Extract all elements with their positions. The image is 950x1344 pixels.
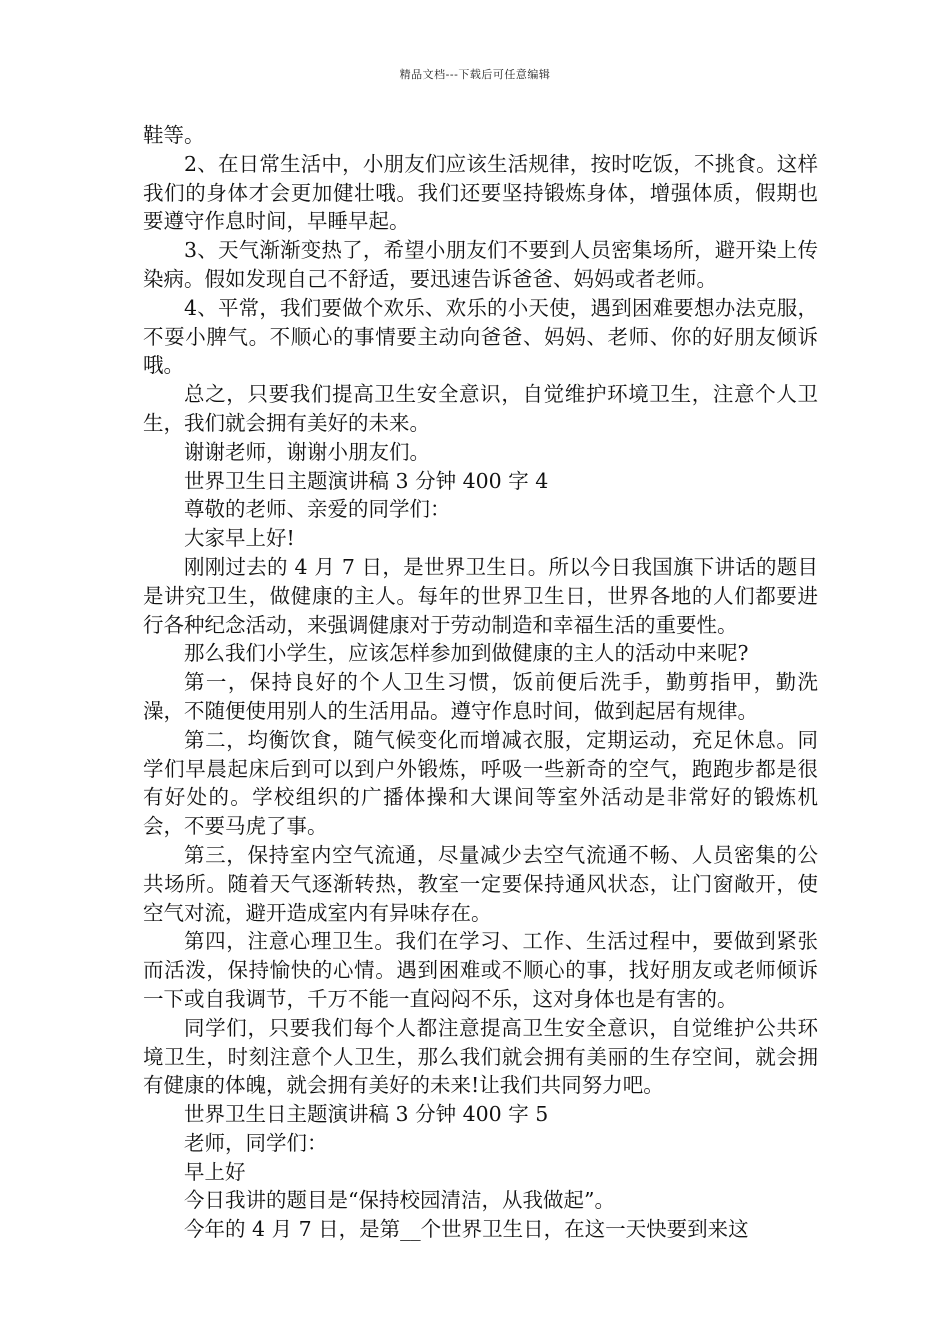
paragraph: 总之，只要我们提高卫生安全意识，自觉维护环境卫生，注意个人卫生，我们就会拥有美好的未来。 bbox=[143, 382, 818, 435]
paragraph: 谢谢老师，谢谢小朋友们。 bbox=[184, 439, 430, 464]
page-header: 精品文档---下载后可任意编辑 bbox=[399, 68, 551, 81]
paragraph: 刚刚过去的 4 月 7 日，是世界卫生日。所以今日我国旗下讲话的题目是讲究卫生，做健康的主人。每年的世界卫生日，世界各地的人们都要进行各种纪念活动，来强调健康对于劳动制造和幸福生活的重要性。 bbox=[143, 554, 818, 637]
paragraph: 今年的 4 月 7 日，是第__个世界卫生日，在这一天快要到来这 bbox=[184, 1217, 749, 1242]
salutation: 尊敬的老师、亲爱的同学们： bbox=[184, 497, 451, 522]
paragraph: 3、天气渐渐变热了，希望小朋友们不要到人员密集场所，避开染上传染病。假如发现自己不舒适，要迅速告诉爸爸、妈妈或者老师。 bbox=[143, 238, 818, 291]
paragraph: 那么我们小学生，应该怎样参加到做健康的主人的活动中来呢? bbox=[184, 641, 749, 666]
greeting: 早上好 bbox=[184, 1159, 246, 1184]
section-heading: 世界卫生日主题演讲稿 3 分钟 400 字 5 bbox=[184, 1102, 549, 1127]
greeting: 大家早上好! bbox=[184, 526, 295, 551]
paragraph: 鞋等。 bbox=[143, 123, 205, 147]
paragraph: 第二，均衡饮食，随气候变化而增减衣服，定期运动，充足休息。同学们早晨起床后到可以到户外锻炼，呼吸一些新奇的空气，跑跑步都是很有好处的。学校组织的广播体操和大课间等室外活动是非常好的锻炼机会，不要马虎了事。 bbox=[143, 727, 818, 839]
paragraph: 第三，保持室内空气流通，尽量减少去空气流通不畅、人员密集的公共场所。随着天气逐渐转热，教室一定要保持通风状态，让门窗敞开，使空气对流，避开造成室内有异味存在。 bbox=[143, 842, 818, 925]
paragraph: 4、平常，我们要做个欢乐、欢乐的小天使，遇到困难要想办法克服，不耍小脾气。不顺心的事情要主动向爸爸、妈妈、老师、你的好朋友倾诉哦。 bbox=[143, 295, 818, 378]
paragraph: 第一，保持良好的个人卫生习惯，饭前便后洗手，勤剪指甲，勤洗澡，不随便使用别人的生活用品。遵守作息时间，做到起居有规律。 bbox=[143, 670, 818, 723]
salutation: 老师，同学们： bbox=[184, 1130, 328, 1155]
paragraph: 今日我讲的题目是“保持校园清洁，从我做起”。 bbox=[184, 1188, 615, 1213]
paragraph: 同学们，只要我们每个人都注意提高卫生安全意识，自觉维护公共环境卫生，时刻注意个人卫生，那么我们就会拥有美丽的生存空间，就会拥有健康的体魄，就会拥有美好的未来!让我们共同努力吧。 bbox=[143, 1015, 818, 1098]
document-body bbox=[143, 121, 818, 1244]
paragraph: 第四，注意心理卫生。我们在学习、工作、生活过程中，要做到紧张而活泼，保持愉快的心情。遇到困难或不顺心的事，找好朋友或老师倾诉一下或自我调节，千万不能一直闷闷不乐，这对身体也是有害的。 bbox=[143, 929, 818, 1011]
paragraph: 2、在日常生活中，小朋友们应该生活规律，按时吃饭，不挑食。这样我们的身体才会更加健壮哦。我们还要坚持锻炼身体，增强体质，假期也要遵守作息时间，早睡早起。 bbox=[143, 151, 818, 234]
section-heading: 世界卫生日主题演讲稿 3 分钟 400 字 4 bbox=[184, 468, 549, 493]
